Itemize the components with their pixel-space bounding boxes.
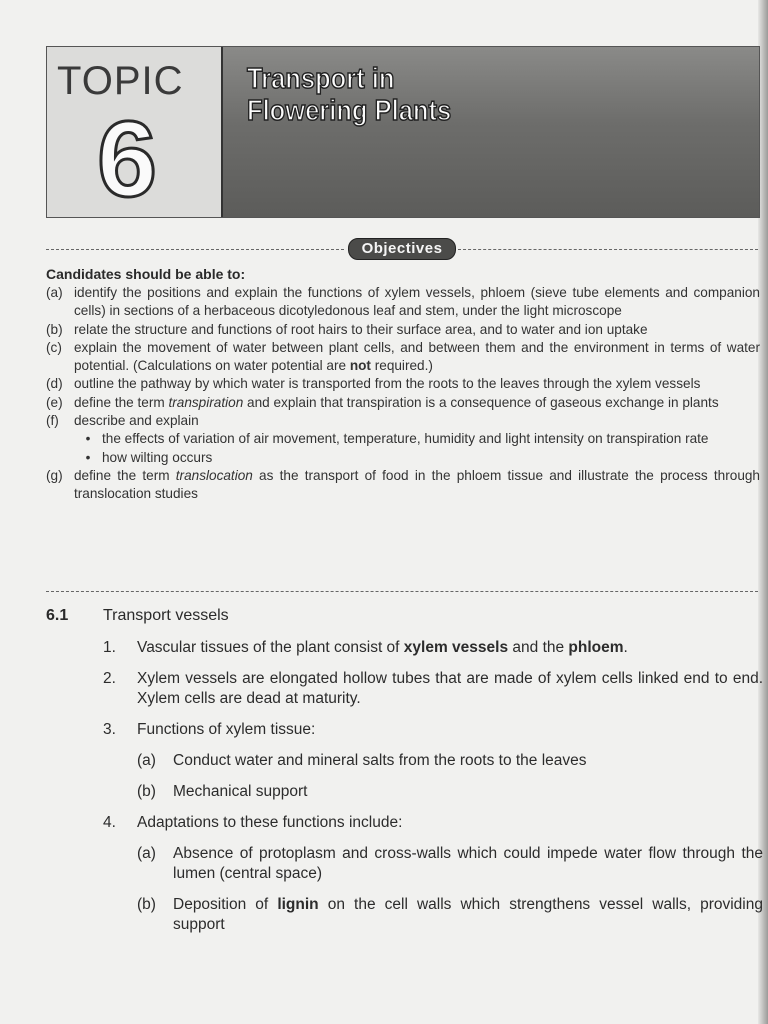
objective-item — [46, 339, 760, 376]
text-part: and the — [508, 639, 569, 656]
objective-subitem — [46, 449, 760, 467]
subpoint-text — [173, 895, 763, 935]
objective-text-part: required.) — [370, 358, 433, 374]
point-item — [103, 669, 763, 709]
text-part: . — [623, 639, 628, 656]
text-bold: lignin — [277, 896, 319, 913]
objective-text-part: explain the movement of water between plant cells, and between them and the environment in terms of water potential. (Calculations on water potential are — [74, 339, 760, 374]
text-bold: phloem — [568, 639, 624, 656]
section-body — [103, 638, 763, 946]
topic-title — [247, 63, 451, 127]
objective-text: relate the structure and functions of root hairs to their surface area, and to water and ion uptake — [74, 321, 648, 337]
objective-text-italic: transpiration — [168, 394, 244, 410]
subpoint-label: (b) — [137, 896, 156, 913]
objective-text-bold: not — [349, 358, 371, 374]
objective-label: (e) — [46, 394, 63, 410]
objective-label: (a) — [46, 285, 63, 300]
divider-line-left — [46, 249, 344, 250]
objective-text-italic: translocation — [175, 467, 253, 483]
bullet-icon: • — [85, 449, 91, 465]
section-title: Transport vessels — [103, 607, 229, 624]
point-text: Functions of xylem tissue: — [137, 721, 316, 738]
objectives-badge: Objectives — [348, 238, 456, 260]
objective-item — [46, 394, 760, 412]
title-box — [223, 47, 759, 217]
objective-label: (d) — [46, 376, 63, 392]
objective-text: outline the pathway by which water is transported from the roots to the leaves through the xylem vessels — [74, 376, 701, 392]
objective-label: (g) — [46, 467, 63, 483]
objective-item — [46, 321, 760, 339]
bullet-icon: • — [85, 431, 91, 447]
point-text — [137, 638, 763, 658]
objectives-bottom-divider — [46, 591, 758, 592]
objective-text: identify the positions and explain the functions of xylem vessels, phloem (sieve tube elements and companion cells) in sections of a herbaceous dicotyledonous leaf and stem, under the light microscope — [74, 285, 760, 319]
topic-box — [47, 47, 223, 217]
text-bold: xylem vessels — [403, 639, 509, 656]
objectives-intro: Candidates should be able to: — [46, 266, 246, 282]
section-number: 6.1 — [46, 607, 69, 624]
subitem-text: how wilting occurs — [102, 449, 213, 465]
title-line-1: Transport in — [247, 63, 395, 95]
subpoint-label: (a) — [137, 845, 156, 862]
objective-item — [46, 412, 760, 430]
objective-subitem — [46, 430, 760, 448]
point-item — [103, 638, 763, 658]
text-part: Deposition of — [173, 896, 278, 913]
objective-text: describe and explain — [74, 413, 199, 429]
point-number: 2. — [103, 670, 116, 687]
point-item — [103, 720, 763, 740]
topic-number: 6 — [97, 98, 158, 219]
point-item — [103, 813, 763, 833]
subpoint-label: (a) — [137, 752, 156, 769]
objective-text — [74, 339, 760, 376]
subpoint-item — [137, 895, 763, 935]
objective-label: (f) — [46, 413, 59, 429]
subpoint-item — [137, 782, 763, 802]
objective-text-part: and explain that transpiration is a consequence of gaseous exchange in plants — [243, 394, 719, 410]
objective-text-part: define the term — [74, 467, 176, 483]
point-number: 3. — [103, 721, 116, 738]
objective-item — [46, 467, 760, 504]
divider-line-right — [458, 249, 758, 250]
subpoint-item — [137, 844, 763, 884]
objective-text — [74, 467, 760, 504]
subpoint-text: Mechanical support — [173, 783, 308, 800]
objective-text-part: as the transport of food in the phloem tissue and illustrate the process through translocation studies — [74, 467, 760, 502]
objective-label: (b) — [46, 321, 63, 337]
title-line-2: Flowering Plants — [247, 95, 452, 127]
point-number: 4. — [103, 814, 116, 831]
text-part: on the cell walls which strengthens vessel walls, providing support — [173, 896, 763, 933]
topic-banner — [46, 46, 760, 218]
subitem-text: the effects of variation of air movement, temperature, humidity and light intensity on transpiration rate — [102, 431, 709, 447]
objective-label: (c) — [46, 339, 62, 355]
subpoint-label: (b) — [137, 783, 156, 800]
topic-word: TOPIC — [57, 59, 184, 103]
objectives-list — [46, 284, 760, 504]
point-number: 1. — [103, 639, 116, 656]
subpoint-item — [137, 751, 763, 771]
subpoint-text: Absence of protoplasm and cross-walls which could impede water flow through the lumen (central space) — [173, 845, 763, 882]
subpoint-text: Conduct water and mineral salts from the roots to the leaves — [173, 752, 587, 769]
objective-text-part: define the term — [74, 394, 169, 410]
objective-text — [74, 394, 760, 412]
objective-item — [46, 375, 760, 393]
objectives-divider — [46, 238, 758, 260]
point-text: Xylem vessels are elongated hollow tubes that are made of xylem cells linked end to end. Xylem cells are dead at maturity. — [137, 670, 763, 707]
point-text: Adaptations to these functions include: — [137, 814, 403, 831]
objective-item — [46, 284, 760, 321]
text-part: Vascular tissues of the plant consist of — [137, 639, 404, 656]
